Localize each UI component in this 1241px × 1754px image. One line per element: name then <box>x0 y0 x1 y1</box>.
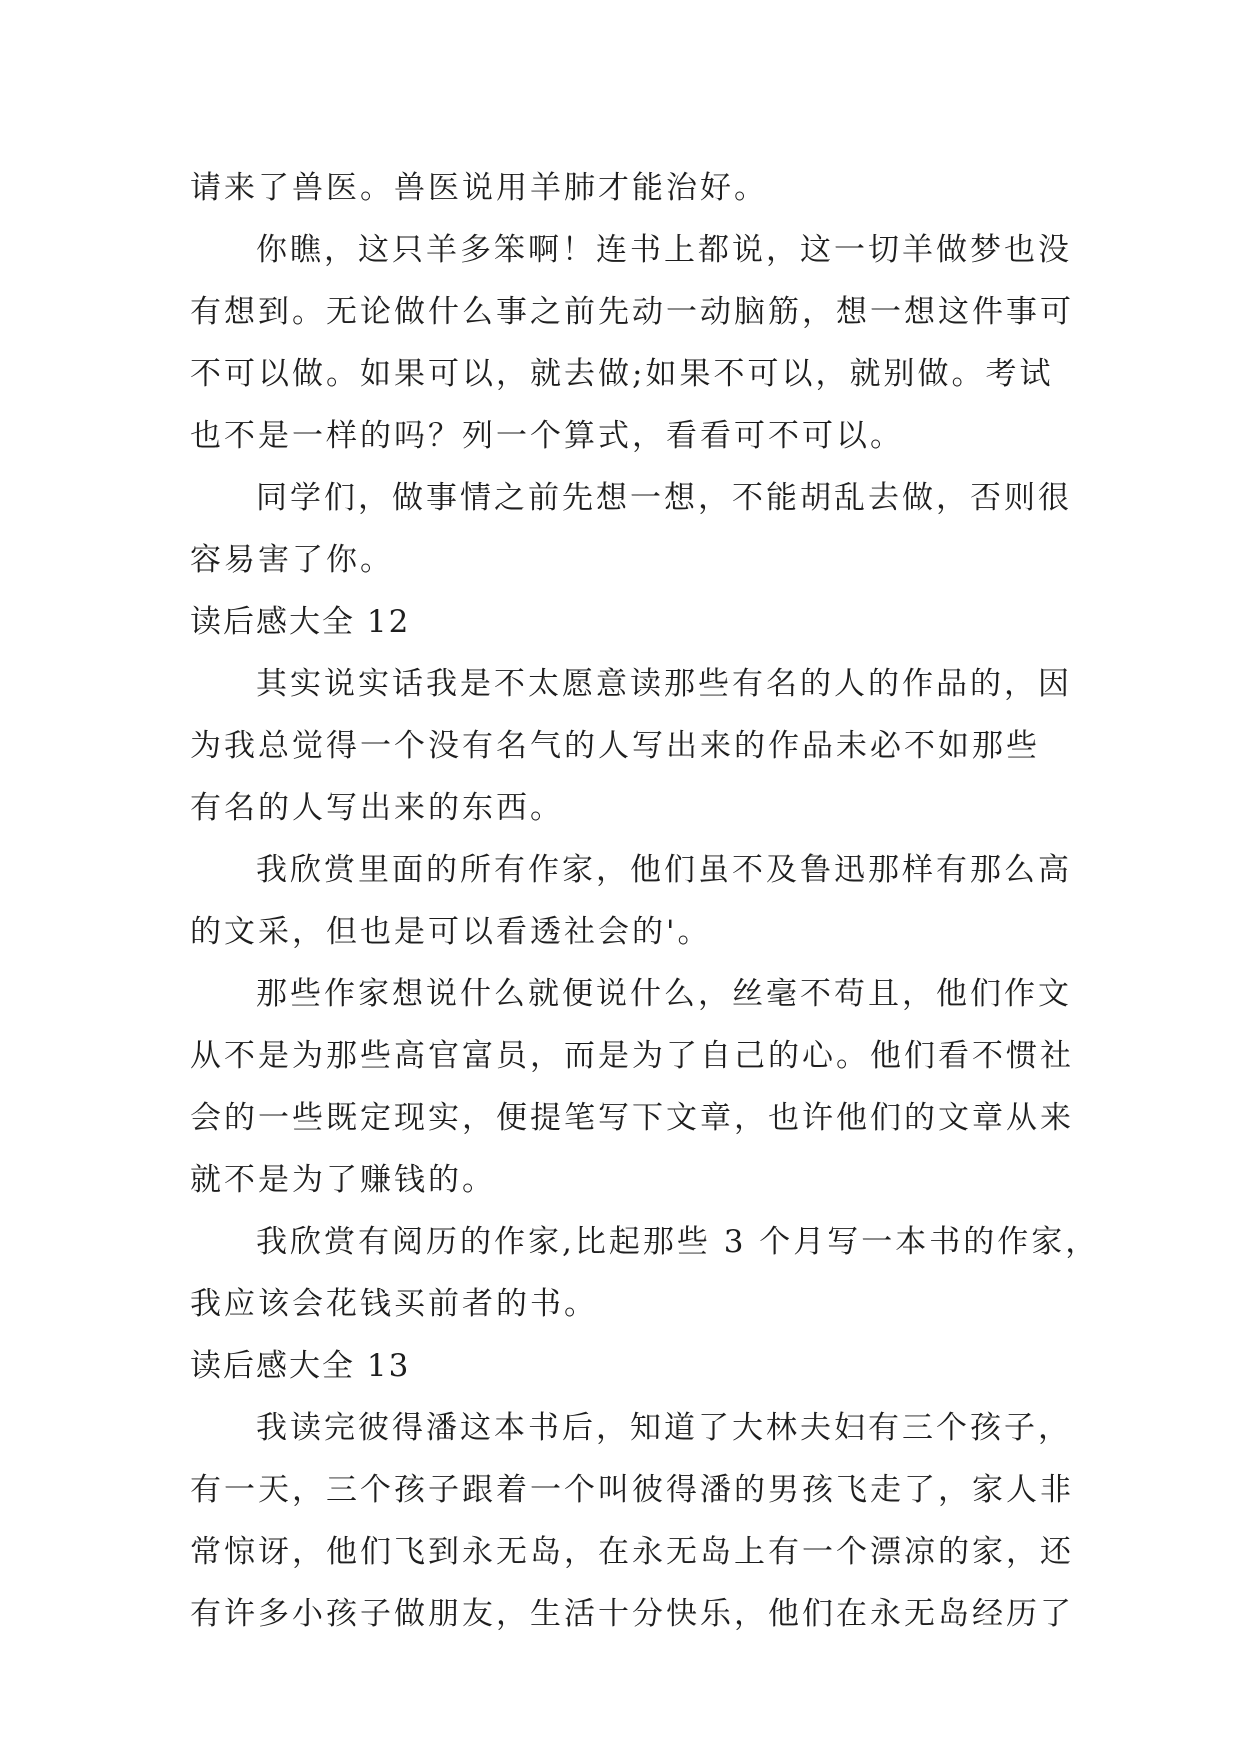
text-line: 读后感大全 12 <box>190 604 411 640</box>
text-line: 你瞧，这只羊多笨啊！连书上都说，这一切羊做梦也没 <box>256 232 1072 268</box>
text-line: 有一天，三个孩子跟着一个叫彼得潘的男孩飞走了，家人非 <box>190 1472 1074 1508</box>
paragraph <box>190 653 1072 839</box>
text-line: 我欣赏里面的所有作家，他们虽不及鲁迅那样有那么高 <box>256 852 1072 888</box>
text-line: 容易害了你。 <box>190 542 394 578</box>
document-body <box>190 157 1100 1645</box>
text-line: 有名的人写出来的东西。 <box>190 790 564 826</box>
paragraph <box>190 1397 1074 1645</box>
text-line: 同学们，做事情之前先想一想，不能胡乱去做，否则很 <box>256 480 1072 516</box>
paragraph <box>190 1211 1100 1335</box>
text-line: 的文采，但也是可以看透社会的'。 <box>190 914 712 950</box>
text-line: 有许多小孩子做朋友，生活十分快乐，他们在永无岛经历了 <box>190 1596 1074 1632</box>
section-heading <box>190 1335 1058 1397</box>
text-line: 请来了兽医。兽医说用羊肺才能治好。 <box>190 170 768 206</box>
text-line: 会的一些既定现实，便提笔写下文章，也许他们的文章从来 <box>190 1100 1074 1136</box>
text-line: 我读完彼得潘这本书后，知道了大林夫妇有三个孩子， <box>256 1410 1072 1446</box>
text-line: 从不是为那些高官富员，而是为了自己的心。他们看不惯社 <box>190 1038 1074 1074</box>
text-line: 那些作家想说什么就便说什么，丝毫不苟且，他们作文 <box>256 976 1072 1012</box>
paragraph <box>190 157 1058 219</box>
text-line: 就不是为了赚钱的。 <box>190 1162 496 1198</box>
text-line: 不可以做。如果可以，就去做;如果不可以，就别做。考试 <box>190 356 1054 392</box>
text-line: 有想到。无论做什么事之前先动一动脑筋，想一想这件事可 <box>190 294 1074 330</box>
paragraph <box>190 467 1072 591</box>
text-line: 读后感大全 13 <box>190 1348 411 1384</box>
text-line: 我应该会花钱买前者的书。 <box>190 1286 598 1322</box>
paragraph <box>190 963 1074 1211</box>
paragraph <box>190 839 1072 963</box>
text-line: 其实说实话我是不太愿意读那些有名的人的作品的，因 <box>256 666 1072 702</box>
text-line: 常惊讶，他们飞到永无岛，在永无岛上有一个漂凉的家，还 <box>190 1534 1074 1570</box>
paragraph <box>190 219 1074 467</box>
section-heading <box>190 591 1058 653</box>
text-line: 也不是一样的吗？列一个算式，看看可不可以。 <box>190 418 904 454</box>
text-line: 我欣赏有阅历的作家,比起那些 3 个月写一本书的作家， <box>256 1224 1100 1260</box>
text-line: 为我总觉得一个没有名气的人写出来的作品未必不如那些 <box>190 728 1040 764</box>
